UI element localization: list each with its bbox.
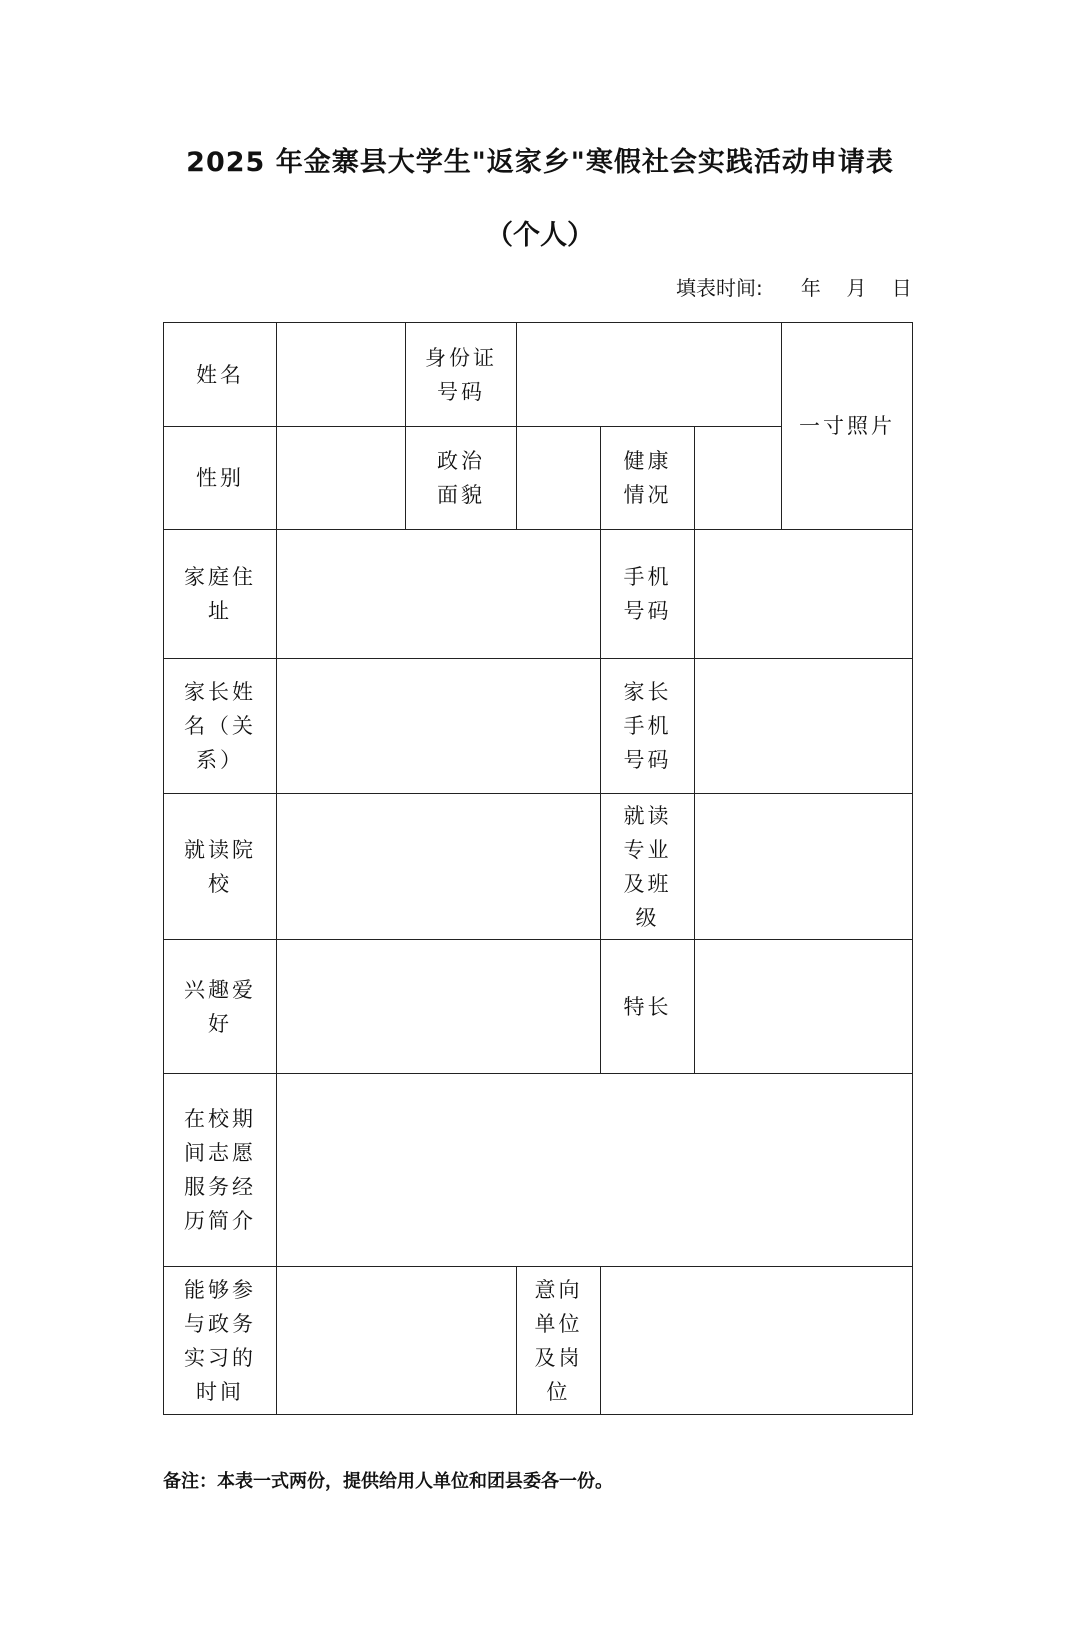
intended-unit-field[interactable] xyxy=(601,1267,913,1415)
health-field[interactable] xyxy=(695,427,782,530)
phone-field[interactable] xyxy=(695,530,913,659)
home-address-field[interactable] xyxy=(277,530,601,659)
volunteer-experience-label: 在校期间志愿服务经历简介 xyxy=(164,1074,277,1267)
specialty-label: 特长 xyxy=(601,940,695,1074)
photo-placeholder[interactable]: 一寸照片 xyxy=(782,323,913,530)
form-title: 2025 年金寨县大学生"返家乡"寒假社会实践活动申请表 xyxy=(186,147,894,178)
political-status-label: 政治面貌 xyxy=(406,427,517,530)
internship-time-field[interactable] xyxy=(277,1267,517,1415)
volunteer-experience-field[interactable] xyxy=(277,1074,913,1267)
intended-unit-label: 意向单位及岗位 xyxy=(517,1267,601,1415)
application-form xyxy=(163,322,913,1415)
form-subtitle: （个人） xyxy=(486,220,594,251)
major-class-field[interactable] xyxy=(695,794,913,940)
parent-phone-field[interactable] xyxy=(695,659,913,794)
fill-date-day: 日 xyxy=(891,276,912,300)
internship-time-label: 能够参与政务实习的时间 xyxy=(164,1267,277,1415)
gender-label: 性别 xyxy=(164,427,277,530)
fill-date-label: 填表时间: xyxy=(676,276,763,300)
parent-name-field[interactable] xyxy=(277,659,601,794)
fill-date-year: 年 xyxy=(800,276,821,300)
name-label: 姓名 xyxy=(164,323,277,427)
parent-phone-label: 家长手机号码 xyxy=(601,659,695,794)
major-class-label: 就读专业及班级 xyxy=(601,794,695,940)
hobbies-field[interactable] xyxy=(277,940,601,1074)
health-label: 健康情况 xyxy=(601,427,695,530)
political-status-field[interactable] xyxy=(517,427,601,530)
fill-date xyxy=(676,272,912,301)
fill-date-month: 月 xyxy=(846,276,867,300)
id-number-label: 身份证号码 xyxy=(406,323,517,427)
home-address-label: 家庭住址 xyxy=(164,530,277,659)
parent-name-label: 家长姓名（关系） xyxy=(164,659,277,794)
specialty-field[interactable] xyxy=(695,940,913,1074)
school-label: 就读院校 xyxy=(164,794,277,940)
footnote: 备注：本表一式两份，提供给用人单位和团县委各一份。 xyxy=(163,1471,613,1492)
hobbies-label: 兴趣爱好 xyxy=(164,940,277,1074)
gender-field[interactable] xyxy=(277,427,406,530)
id-number-field[interactable] xyxy=(517,323,782,427)
phone-label: 手机号码 xyxy=(601,530,695,659)
school-field[interactable] xyxy=(277,794,601,940)
name-field[interactable] xyxy=(277,323,406,427)
